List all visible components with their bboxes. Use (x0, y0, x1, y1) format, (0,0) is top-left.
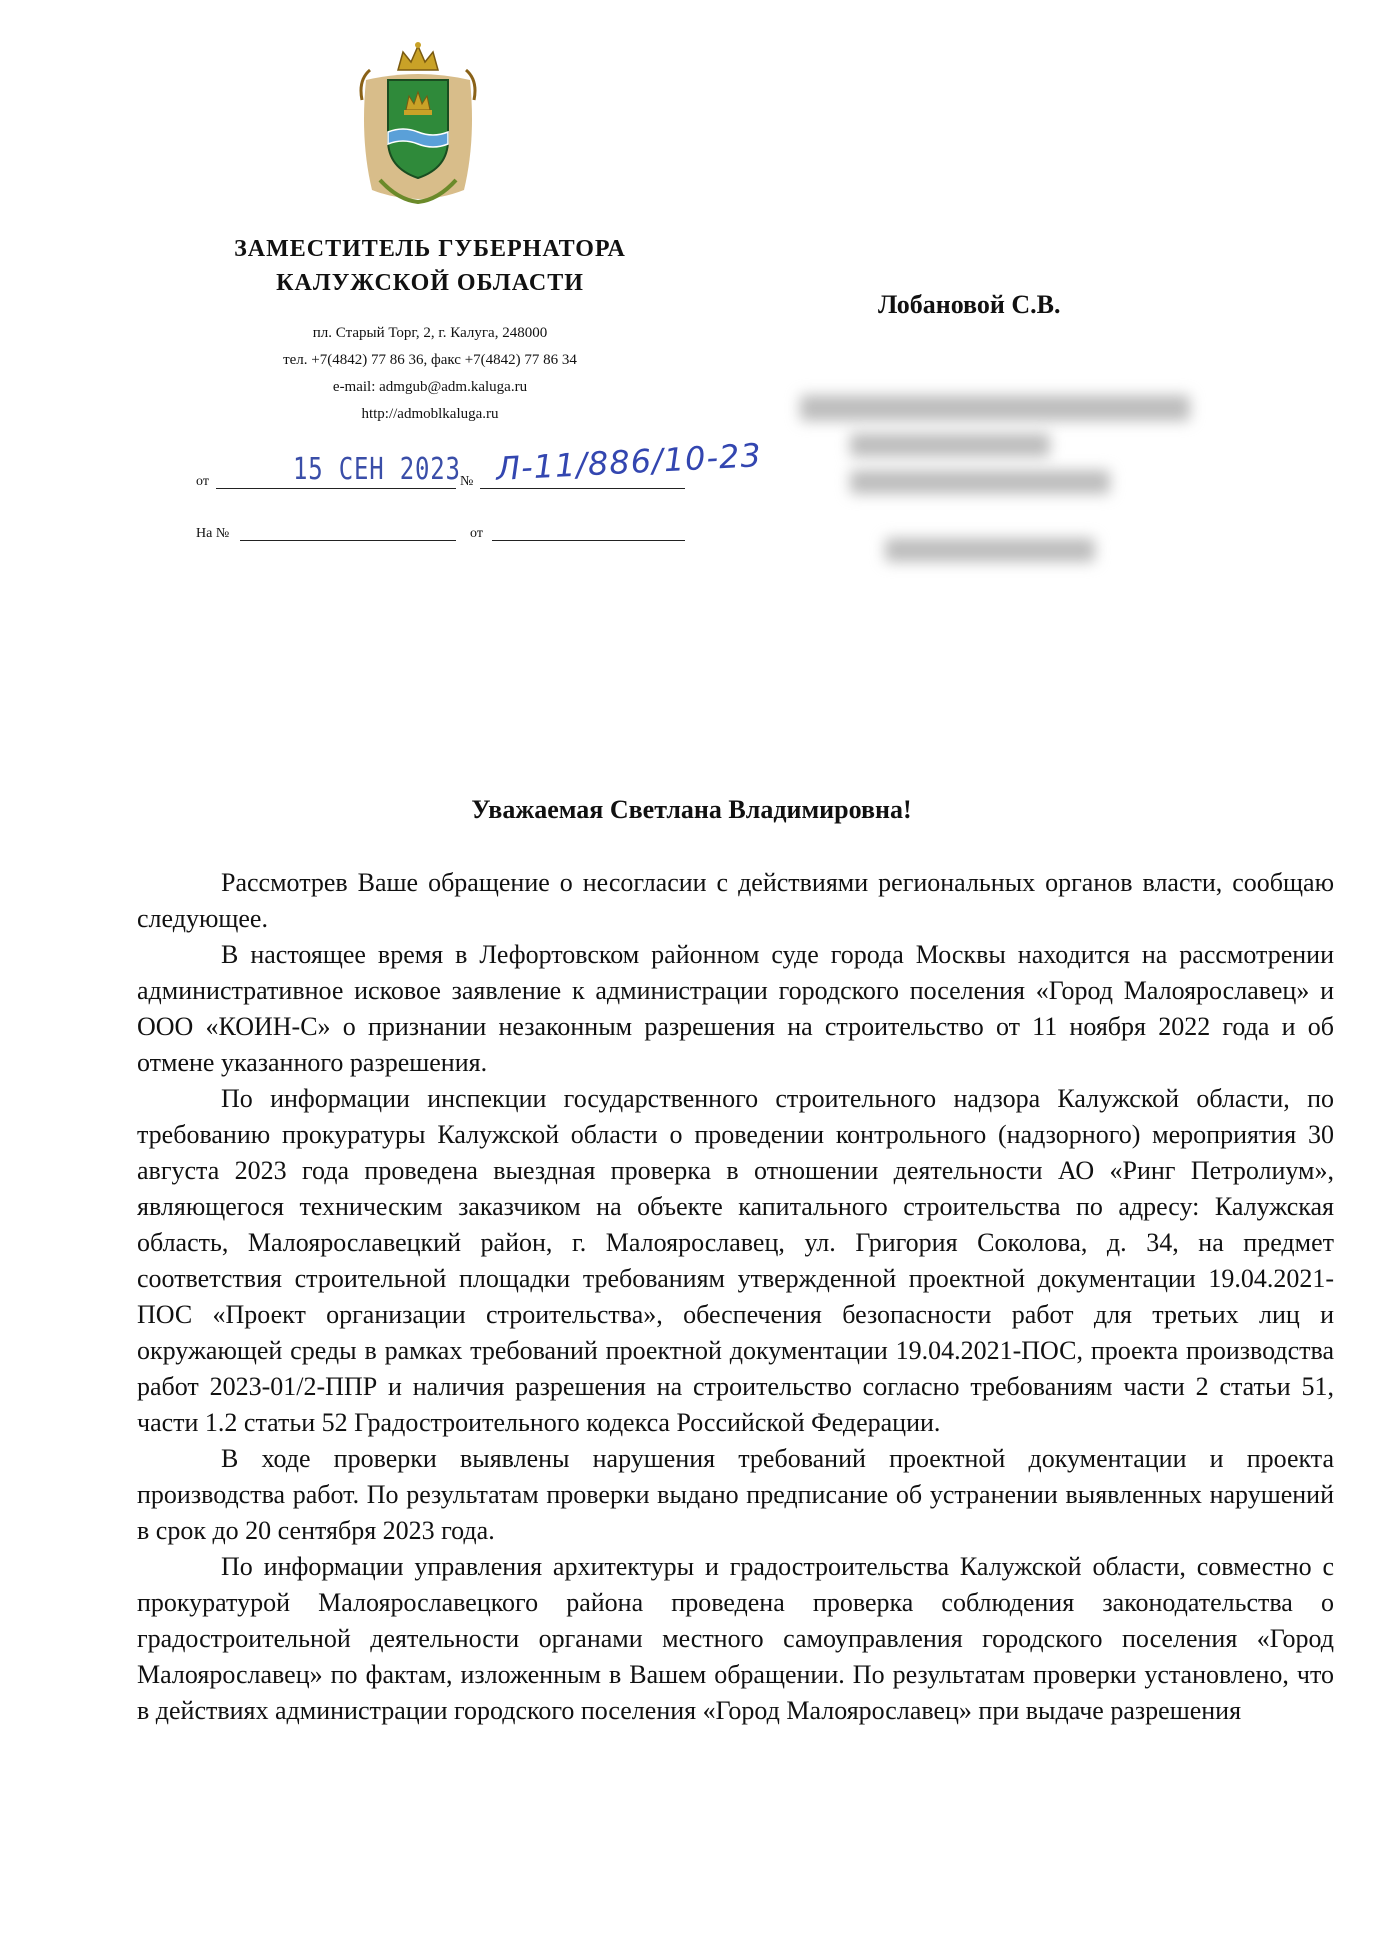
paragraph-1: Рассмотрев Ваше обращение о несогласии с действиями региональных органов власти, сообщаю следующее. (137, 868, 1334, 933)
paragraph-5: По информации управления архитектуры и градостроительства Калужской области, совместно с прокуратурой Малоярославецкого района проведена проверка соблюдения законодательства о градостроительной деятельности органами местного самоуправления городского поселения «Город Малоярославец» по фактам, изложенным в Вашем обращении. По результатам проверки установлено, что в действиях администрации городского поселения «Город Малоярославец» при выдаче разрешения (137, 1552, 1334, 1725)
greeting: Уважаемая Светлана Владимировна! (471, 795, 912, 824)
addressee-name: Лобановой С.В. (878, 290, 1061, 319)
reply-to-label: На № (196, 526, 230, 541)
reply-number-underline (240, 540, 456, 541)
from-label: от (196, 474, 209, 489)
reply-date-underline (492, 540, 685, 541)
org-title-line1: ЗАМЕСТИТЕЛЬ ГУБЕРНАТОРА (234, 236, 626, 262)
paragraph-3: По информации инспекции государственного строительного надзора Калужской области, по требованию прокуратуры Калужской области о проведении контрольного (надзорного) мероприятия 30 августа 2023 года проведена выездная проверка в отношении деятельности АО «Ринг Петролиум», являющегося техническим заказчиком на объекте капитального строительства по адресу: Калужская область, Малоярославецкий район, г. Малоярославец, ул. Григория Соколова, д. 34, на предмет соответствия строительной площадки требованиям утвержденной проектной документации 19.04.2021-ПОС «Проект организации строительства», обеспечения безопасности работ для третьих лиц и окружающей среды в рамках требований проектной документации 19.04.2021-ПОС, проекта производства работ 2023-01/2-ППР и наличия разрешения на строительство согласно требованиям части 2 статьи 51, части 1.2 статьи 52 Градостроительного кодекса Российской Федерации. (137, 1084, 1334, 1437)
coat-of-arms-icon (358, 40, 478, 210)
date-underline (216, 488, 456, 489)
paragraph-4: В ходе проверки выявлены нарушения требований проектной документации и проекта производства работ. По результатам проверки выдано предписание об устранении выявленных нарушений в срок до 20 сентября 2023 года. (137, 1444, 1334, 1545)
sender-contacts (160, 320, 700, 428)
sender-website: http://admoblkaluga.ru (361, 406, 499, 422)
sender-phone: тел. +7(4842) 77 86 36, факс +7(4842) 77 86 34 (283, 352, 577, 368)
handwritten-reg-number: Л-11/886/10-23 (495, 436, 763, 488)
redacted-address-line4 (885, 538, 1095, 562)
number-underline (480, 488, 685, 489)
org-title-line2: КАЛУЖСКОЙ ОБЛАСТИ (276, 270, 584, 296)
sender-email: e-mail: admgub@adm.kaluga.ru (332, 379, 528, 395)
reply-from-label: от (470, 526, 483, 541)
redacted-address-line2 (850, 433, 1050, 457)
redacted-address-line1 (800, 395, 1190, 421)
sender-address: пл. Старый Торг, 2, г. Калуга, 248000 (312, 325, 548, 341)
redacted-address-line3 (850, 470, 1110, 494)
paragraph-2: В настоящее время в Лефортовском районном суде города Москвы находится на рассмотрении административное исковое заявление к администрации городского поселения «Город Малоярославец» и ООО «КОИН-С» о признании незаконным разрешения на строительство от 11 ноября 2022 года и об отмене указанного разрешения. (137, 940, 1334, 1077)
date-stamp: 15 СЕН 2023 (293, 452, 461, 487)
letter-body (137, 865, 1334, 1729)
sender-header (160, 232, 700, 428)
number-label: № (460, 474, 474, 489)
